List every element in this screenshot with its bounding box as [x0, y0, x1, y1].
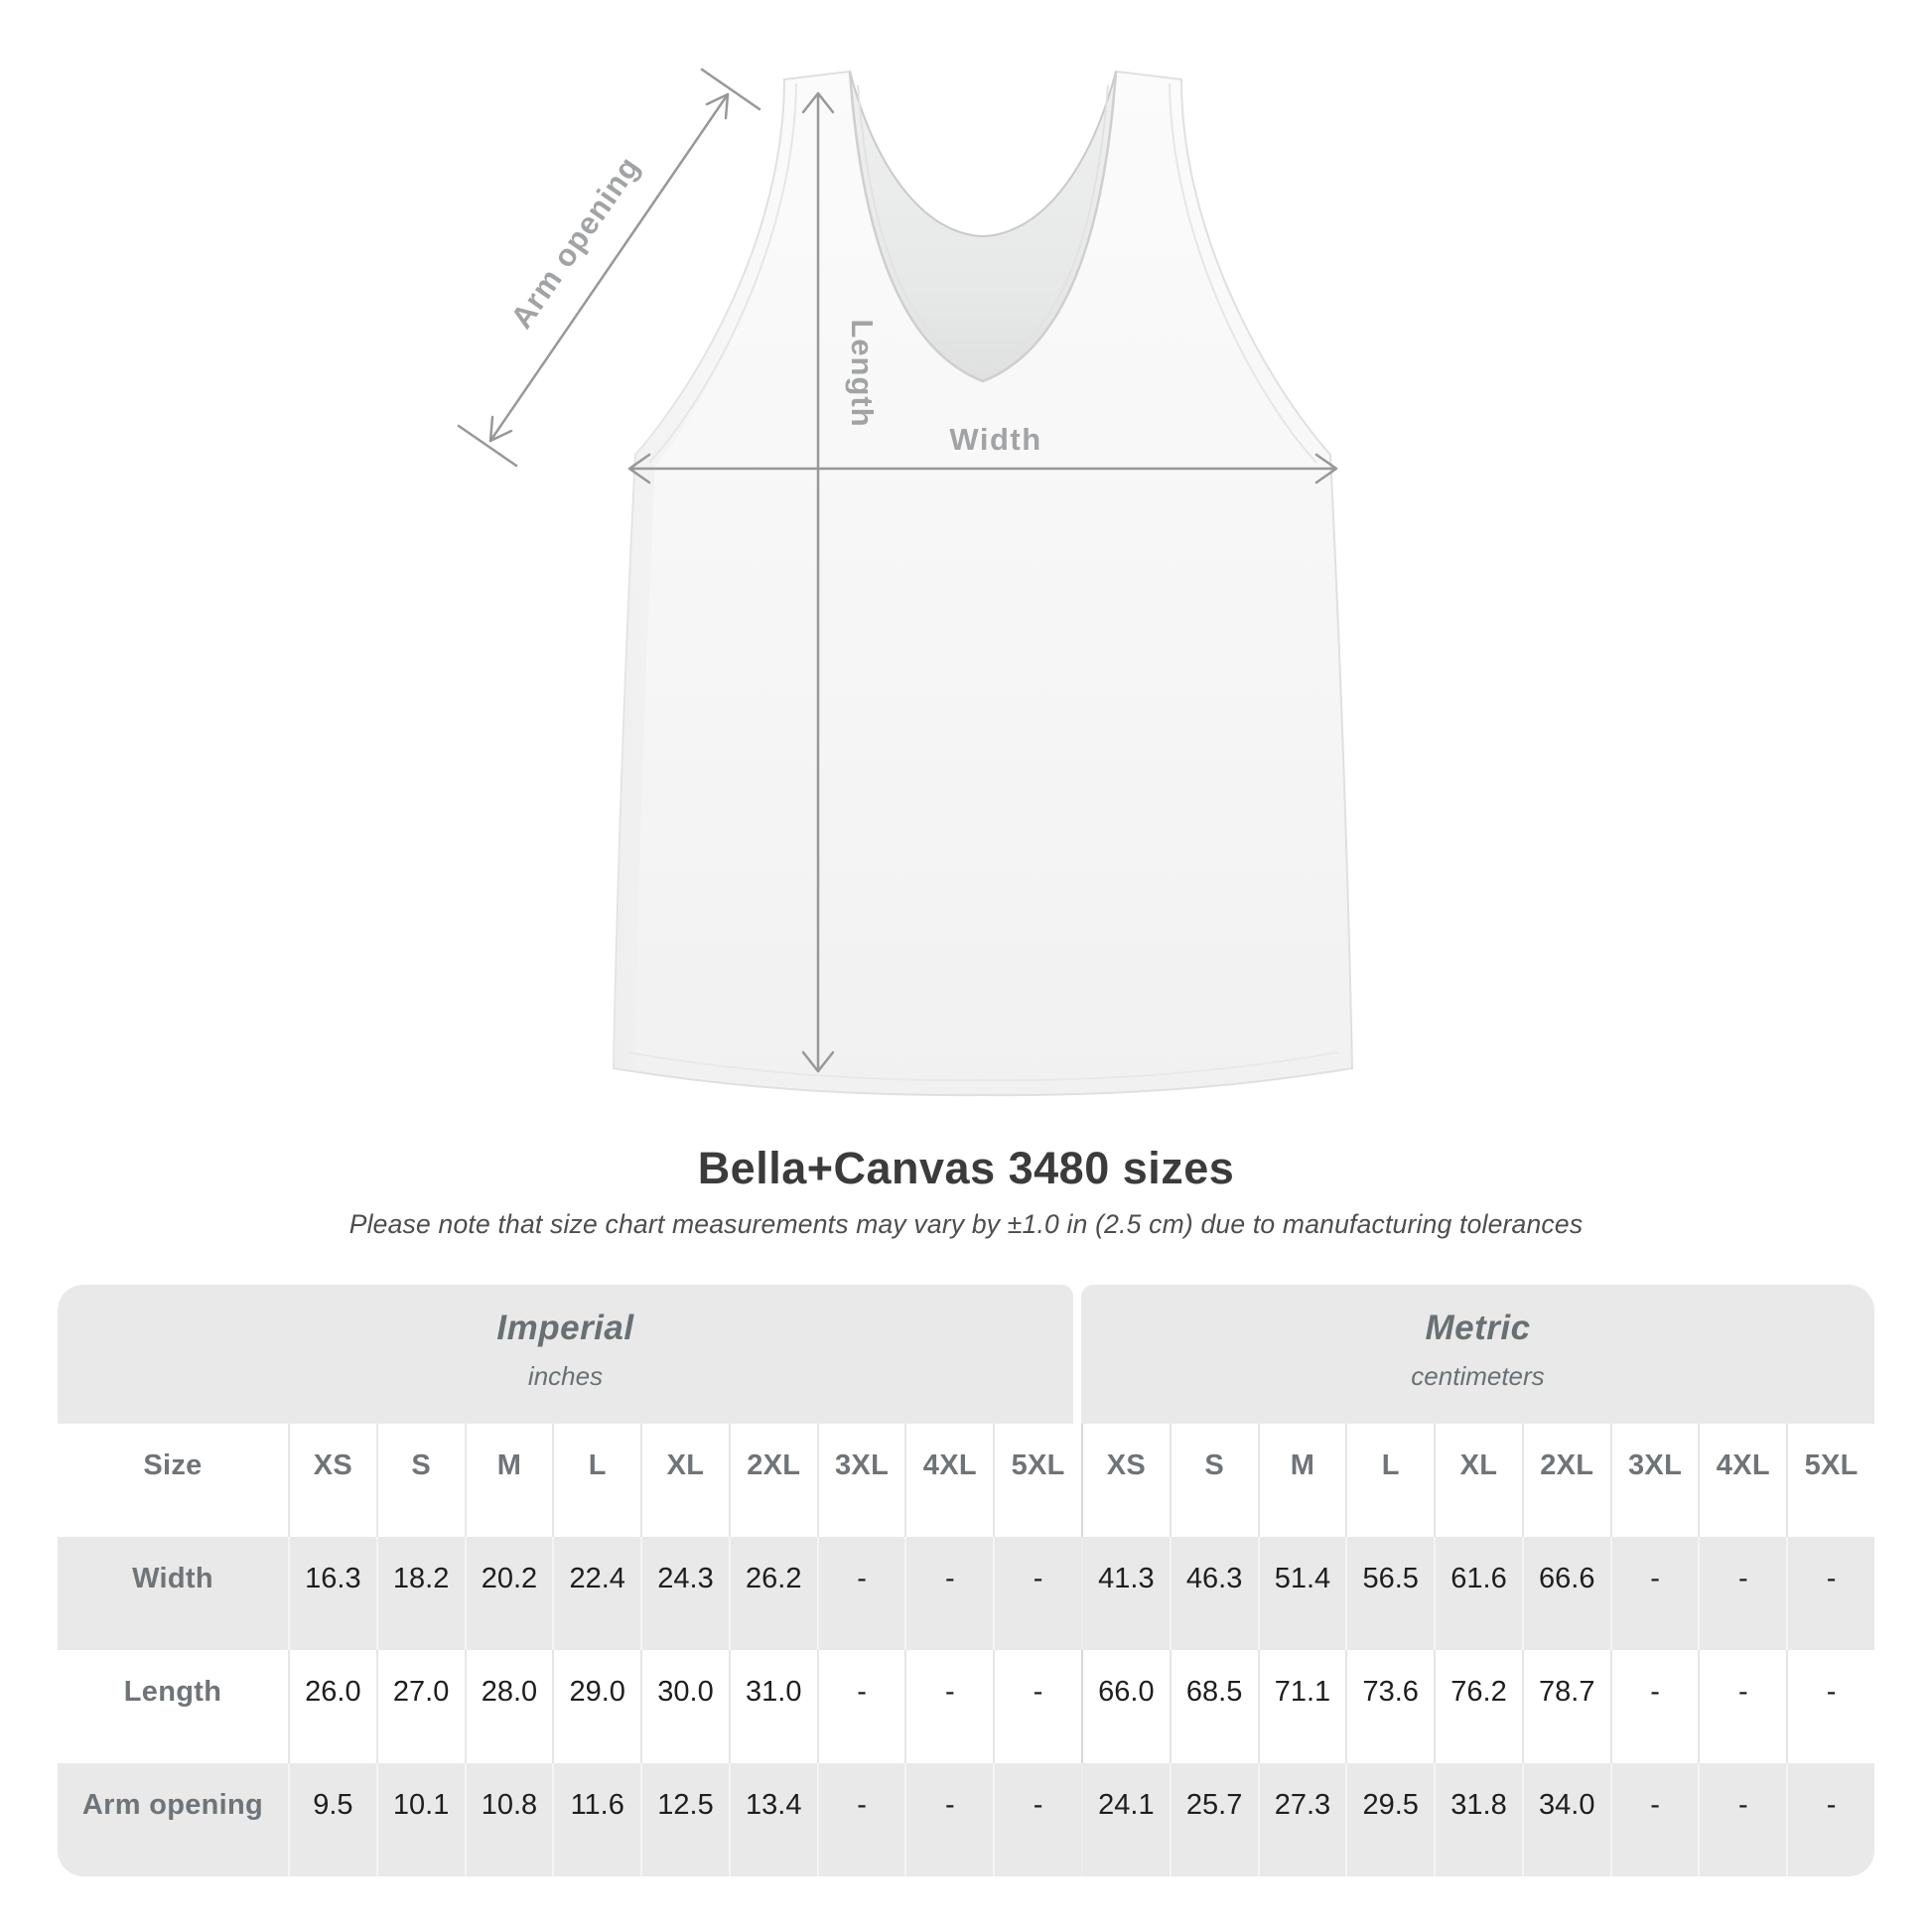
size-header-cell: XL [640, 1424, 729, 1537]
value-cell: - [993, 1650, 1081, 1763]
imperial-group-header [58, 1285, 1073, 1424]
size-header-cell: S [1170, 1424, 1258, 1537]
metric-unit-label: centimeters [1411, 1361, 1545, 1391]
value-cell: 78.7 [1522, 1650, 1610, 1763]
value-cell: - [817, 1537, 905, 1650]
value-cell: 18.2 [376, 1537, 465, 1650]
size-header-cell: 2XL [729, 1424, 817, 1537]
value-cell: 41.3 [1081, 1537, 1170, 1650]
page-title: Bella+Canvas 3480 sizes [697, 1143, 1235, 1193]
value-cell: 29.5 [1345, 1763, 1434, 1876]
unit-group-header-band [58, 1285, 1874, 1424]
value-cell: 29.0 [552, 1650, 640, 1763]
row-label: Arm opening [81, 1789, 264, 1821]
value-cell: 71.1 [1258, 1650, 1346, 1763]
length-label: Length [845, 319, 880, 428]
value-cell: 61.6 [1434, 1537, 1522, 1650]
value-cell: 76.2 [1434, 1650, 1522, 1763]
value-cell: 68.5 [1170, 1650, 1258, 1763]
value-cell: 66.6 [1522, 1537, 1610, 1650]
size-header-cell: 5XL [1786, 1424, 1874, 1537]
value-cell: 27.3 [1258, 1763, 1346, 1876]
size-header-cell: XS [288, 1424, 376, 1537]
value-cell: 26.0 [288, 1650, 376, 1763]
row-label: Width [132, 1563, 213, 1594]
value-cell: 9.5 [288, 1763, 376, 1876]
size-header-cell: L [1345, 1424, 1434, 1537]
value-cell: 31.0 [729, 1650, 817, 1763]
value-cell: - [1610, 1763, 1699, 1876]
value-cell: 56.5 [1345, 1537, 1434, 1650]
value-cell: 10.8 [465, 1763, 553, 1876]
value-cell: 16.3 [288, 1537, 376, 1650]
value-cell: - [904, 1763, 993, 1876]
value-cell: 27.0 [376, 1650, 465, 1763]
value-cell: 46.3 [1170, 1537, 1258, 1650]
value-cell: - [817, 1650, 905, 1763]
size-header-cell: XL [1434, 1424, 1522, 1537]
value-cell: - [1786, 1650, 1874, 1763]
value-cell: 13.4 [729, 1763, 817, 1876]
size-header-cell: 3XL [1610, 1424, 1699, 1537]
value-cell: - [1610, 1650, 1699, 1763]
size-chart-table [58, 1285, 1874, 1876]
size-header-cell: 4XL [1698, 1424, 1786, 1537]
size-header-cell: 2XL [1522, 1424, 1610, 1537]
value-cell: 20.2 [465, 1537, 553, 1650]
tolerance-note: Please note that size chart measurements may vary by ±1.0 in (2.5 cm) due to manufacturing tolerances [348, 1209, 1584, 1239]
size-header-cell: 5XL [993, 1424, 1081, 1537]
value-cell: 24.1 [1081, 1763, 1170, 1876]
value-cell: 10.1 [376, 1763, 465, 1876]
size-header-cell: M [465, 1424, 553, 1537]
imperial-unit-label: inches [527, 1361, 604, 1391]
value-cell: - [993, 1763, 1081, 1876]
value-cell: 25.7 [1170, 1763, 1258, 1876]
value-cell: 24.3 [640, 1537, 729, 1650]
arm-opening-label: Arm opening [503, 149, 647, 336]
size-header-row [58, 1424, 1874, 1537]
width-label: Width [949, 422, 1042, 457]
value-cell: - [817, 1763, 905, 1876]
value-cell: 73.6 [1345, 1650, 1434, 1763]
value-cell: - [1698, 1650, 1786, 1763]
size-header-cell: S [376, 1424, 465, 1537]
value-cell: - [904, 1537, 993, 1650]
metric-group-header [1081, 1285, 1874, 1424]
table-rows [58, 1424, 1874, 1876]
tank-top-body [614, 71, 1352, 1095]
value-cell: - [993, 1537, 1081, 1650]
value-cell: - [1786, 1763, 1874, 1876]
metric-label: Metric [1425, 1309, 1531, 1347]
imperial-label: Imperial [496, 1309, 634, 1347]
value-cell: - [904, 1650, 993, 1763]
value-cell: 11.6 [552, 1763, 640, 1876]
value-cell: 28.0 [465, 1650, 553, 1763]
value-cell: 51.4 [1258, 1537, 1346, 1650]
value-cell: 26.2 [729, 1537, 817, 1650]
row-label: Length [123, 1676, 222, 1708]
value-cell: 66.0 [1081, 1650, 1170, 1763]
table-row [58, 1763, 1874, 1876]
size-header-cell: L [552, 1424, 640, 1537]
value-cell: 12.5 [640, 1763, 729, 1876]
value-cell: - [1698, 1763, 1786, 1876]
size-header-cell: M [1258, 1424, 1346, 1537]
size-header-cell: 3XL [817, 1424, 905, 1537]
table-row [58, 1537, 1874, 1650]
value-cell: - [1786, 1537, 1874, 1650]
table-row [58, 1650, 1874, 1763]
size-column-header: Size [143, 1449, 203, 1481]
value-cell: 34.0 [1522, 1763, 1610, 1876]
value-cell: 22.4 [552, 1537, 640, 1650]
value-cell: 31.8 [1434, 1763, 1522, 1876]
value-cell: - [1610, 1537, 1699, 1650]
band-gap [1073, 1285, 1081, 1424]
size-header-cell: XS [1081, 1424, 1170, 1537]
size-header-cell: 4XL [904, 1424, 993, 1537]
value-cell: - [1698, 1537, 1786, 1650]
value-cell: 30.0 [640, 1650, 729, 1763]
